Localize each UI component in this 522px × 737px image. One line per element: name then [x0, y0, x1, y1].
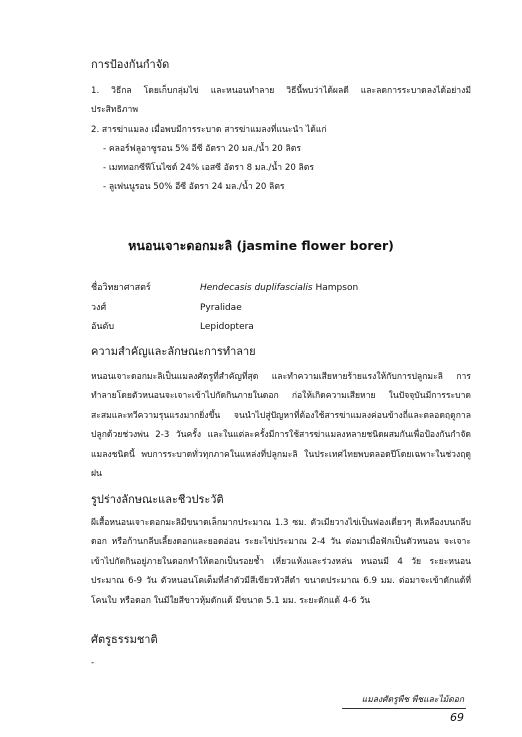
- chemical-1: - คลอร์ฟลูอาซูรอน 5% อีซี อัตรา 20 มล./น้ำ 20 ลิตร: [103, 144, 301, 154]
- footer-divider: [342, 708, 466, 709]
- control-item-2: 2. สารฆ่าแมลง เมื่อพบมีการระบาด สารฆ่าแมลงที่แนะนำ ได้แก่: [91, 125, 327, 135]
- morphology-heading: รูปร่างลักษณะและชีวประวัติ: [91, 493, 224, 506]
- control-item-1: [91, 82, 471, 121]
- author-name: Hampson: [312, 283, 359, 293]
- chemical-2: - เมททอกซีฟีโนไซด์ 24% เอสซี อัตรา 8 มล./น้ำ 20 ลิตร: [103, 163, 314, 173]
- page-number: 69: [450, 711, 464, 724]
- taxonomy-value-order: Lepidoptera: [200, 322, 254, 332]
- taxonomy-label-family: วงศ์: [91, 303, 107, 313]
- enemies-heading: ศัตรูธรรมชาติ: [91, 633, 158, 646]
- footer-title: แมลงศัตรูพืช พืชและไม้ดอก: [361, 695, 464, 705]
- chemical-3: - ลูเฟนนูรอน 50% อีซี อัตรา 24 มล./น้ำ 20 ลิตร: [103, 182, 285, 192]
- pest-title: หนอนเจาะดอกมะลิ (jasmine flower borer): [128, 238, 394, 253]
- control-item-1-text: 1. วิธีกล โดยเก็บกลุ่มไข่ และหนอนทำลาย วิธีนี้พบว่าได้ผลดี และลดการระบาดลงได้อย่างมีประสิทธิภาพ: [91, 86, 471, 116]
- taxonomy-value-scientific: [200, 282, 358, 294]
- importance-heading: ความสำคัญและลักษณะการทำลาย: [91, 345, 256, 358]
- taxonomy-label-scientific: ชื่อวิทยาศาสตร์: [91, 283, 151, 293]
- enemies-text: -: [91, 658, 95, 668]
- control-heading: การป้องกันกำจัด: [91, 58, 170, 71]
- taxonomy-value-family: Pyralidae: [200, 303, 242, 313]
- taxonomy-label-order: อันดับ: [91, 322, 115, 332]
- importance-paragraph: หนอนเจาะดอกมะลิเป็นแมลงศัตรูที่สำคัญที่สุด และทำความเสียหายร้ายแรงให้กับการปลูกมะลิ การทำลายโดยตัวหนอนจะเจาะเข้าไปกัดกินภายในดอก ก่อให้เกิดความเสียหาย ในปัจจุบันมีการระบาดสะสมและทวีความรุนแรงมากยิ่งขึ้น จนนำไปสู่ปัญหาที่ต้องใช้สารฆ่าแมลงค่อนข้างถี่และตลอดฤดูกาลปลูกด้วยช่วงพ่น 2-3 วันครั้ง และในแต่ละครั้งมีการใช้สารฆ่าแมลงหลายชนิดผสมกันเพื่อป้องกันกำจัดแมลงชนิดนี้ พบการระบาดทั่วทุกภาคในแหล่งที่ปลูกมะลิ ในประเทศไทยพบตลอดปีโดยเฉพาะในช่วงฤดูฝน: [91, 372, 471, 480]
- morphology-paragraph: ผีเสื้อหนอนเจาะดอกมะลิมีขนาดเล็กมากประมาณ 1.3 ซม. ตัวเมียวางไข่เป็นฟองเดี่ยวๆ สีเหลืองบนกลีบดอก หรือก้านกลีบเลี้ยงดอกและยอดอ่อน ระยะไข่ประมาณ 2-4 วัน ต่อมาเมื่อฟักเป็นตัวหนอน จะเจาะเข้าไปกัดกินอยู่ภายในดอกทำให้ดอกเป็นรอยช้ำ เหี่ยวแห้งและร่วงหล่น หนอนมี 4 วัย ระยะหนอนประมาณ 6-9 วัน ตัวหนอนโตเต็มที่ลำตัวมีสีเขียวหัวสีดำ ขนาดประมาณ 6.9 มม. ต่อมาจะเข้าดักแด้ที่โคนใบ หรือดอก ในมีใยสีขาวหุ้มดักแด้ มีขนาด 5.1 มม. ระยะดักแด้ 4-6 วัน: [91, 518, 471, 606]
- scientific-name: Hendecasis duplifascialis: [200, 283, 313, 293]
